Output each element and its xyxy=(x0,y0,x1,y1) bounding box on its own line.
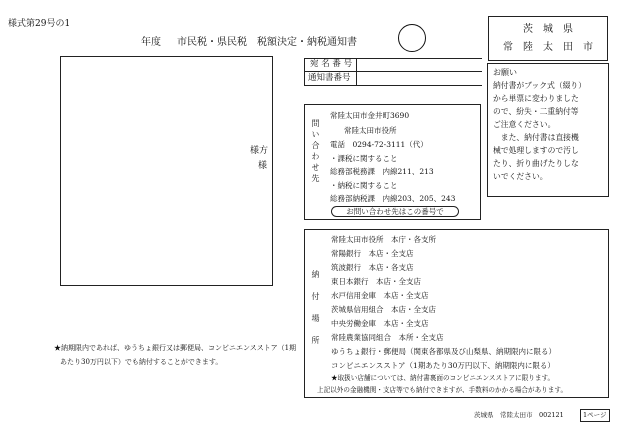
payment-place: 筑波銀行 本店・各支店 xyxy=(331,263,414,272)
footer-page-number: 1ページ xyxy=(580,409,610,422)
left-note-line2: あたり30万円以下）でも納付することができます。 xyxy=(60,358,223,366)
document-title: 市民税・県民税 税額決定・納税通知書 xyxy=(177,37,357,48)
request-box xyxy=(487,63,609,197)
contact-tax-payment-heading: ・納税に関すること xyxy=(330,181,398,190)
issuer-prefecture: 茨 城 県 xyxy=(523,24,573,35)
address-window xyxy=(60,56,273,286)
contact-side-label: 問い合わせ先 xyxy=(311,119,320,185)
payment-place: 水戸信用金庫 本店・全支店 xyxy=(331,291,429,300)
contact-office: 常陸太田市役所 xyxy=(344,126,397,135)
contact-note-text: お問い合わせ先はこの番号で xyxy=(346,207,444,216)
honorific-samakata: 様方 xyxy=(250,146,269,156)
request-line: 納付書がブック式（綴り） xyxy=(493,81,587,90)
payment-place: 常陸太田市役所 本庁・各支所 xyxy=(331,235,436,244)
contact-box xyxy=(304,104,481,220)
footer-issuer-code: 茨城県 常陸太田市 002121 xyxy=(474,411,564,419)
issuer-box xyxy=(488,16,608,61)
request-line: いでください。 xyxy=(493,172,548,181)
payment-place: ゆうちょ銀行・郵便局（関東各都県及び山梨県、納期限内に限る） xyxy=(331,347,556,356)
payment-place: 中央労働金庫 本店・全支店 xyxy=(331,319,429,328)
request-line: また、納付書は直接機 xyxy=(493,133,579,142)
payment-place: 常陸農業協同組合 本所・全支店 xyxy=(331,333,444,342)
payment-place: 常陽銀行 本店・全支店 xyxy=(331,249,414,258)
seal-circle xyxy=(398,24,426,52)
request-line: から単票に変わりました xyxy=(493,94,579,103)
number-fields xyxy=(304,58,482,86)
request-line: ご注意ください。 xyxy=(493,120,556,129)
payment-places-box xyxy=(304,229,609,398)
payment-note-store: ★取扱い店舗については、納付書裏面のコンビニエンスストアに限ります。 xyxy=(331,374,555,382)
honorific-sama: 様 xyxy=(258,161,268,171)
notice-number-label: 通知書番号 xyxy=(308,73,351,83)
fiscal-year-label: 年度 xyxy=(141,37,161,48)
left-note-line1: ★納期限内であれば、ゆうちょ銀行又は郵便局、コンビニエンスストア（1期 xyxy=(54,344,297,352)
contact-tax-assessment-detail: 総務部税務課 内線211、213 xyxy=(330,167,434,176)
payment-side-label: 納付場所 xyxy=(311,270,320,358)
request-line: 械で処理しますので汚し xyxy=(493,146,579,155)
issuer-city: 常 陸 太 田 市 xyxy=(503,42,593,53)
payment-place: コンビニエンスストア（1期あたり30万円以下、納期限内に限る） xyxy=(331,361,555,370)
addressee-number-label: 宛 名 番 号 xyxy=(310,59,353,69)
request-line: たり、折り曲げたりしな xyxy=(493,159,579,168)
contact-phone: 電話 0294-72-3111（代） xyxy=(330,140,428,149)
request-line: ので、紛失・二重納付等 xyxy=(493,107,579,116)
payment-place: 茨城県信用組合 本店・全支店 xyxy=(331,305,436,314)
contact-tax-assessment-heading: ・課税に関すること xyxy=(330,154,398,163)
payment-note-fees: 上記以外の金融機関・支店等でも納付できますが、手数料のかかる場合があります。 xyxy=(317,386,568,394)
request-title: お願い xyxy=(493,68,517,77)
contact-address: 常陸太田市金井町3690 xyxy=(330,111,410,120)
contact-tax-payment-detail: 総務部納税課 内線203、205、243 xyxy=(330,194,456,203)
contact-note-oval xyxy=(331,206,459,217)
form-number: 様式第29号の1 xyxy=(8,19,71,29)
payment-place: 東日本銀行 本店・全支店 xyxy=(331,277,421,286)
